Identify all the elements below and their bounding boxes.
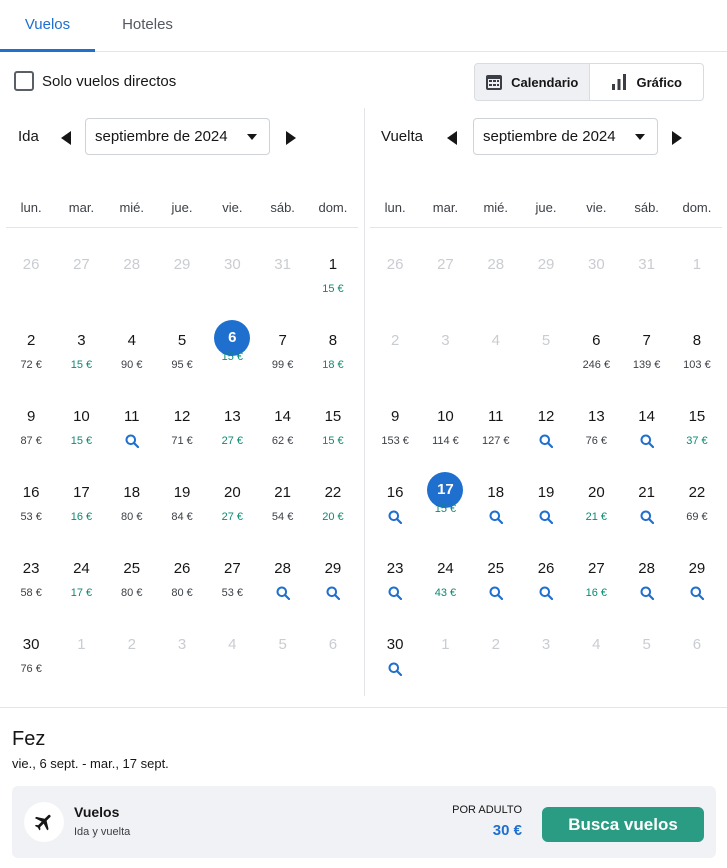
calendar-day[interactable]	[420, 404, 470, 480]
calendar-day[interactable]	[621, 404, 671, 480]
day-number: 1	[692, 256, 702, 273]
calendar-divider	[364, 108, 365, 696]
out-of-month-day	[157, 632, 207, 708]
day-price: 53 €	[221, 587, 244, 599]
calendar-day[interactable]	[308, 252, 358, 328]
out-of-month-day	[370, 328, 420, 404]
calendar-day[interactable]	[6, 404, 56, 480]
day-number: 26	[537, 560, 555, 577]
day-price: 43 €	[434, 587, 457, 599]
day-number: 30	[386, 636, 404, 653]
day-number: 30	[22, 636, 40, 653]
day-number: 2	[127, 636, 136, 653]
calendar-day[interactable]	[107, 404, 157, 480]
calendar-day[interactable]	[420, 556, 470, 632]
card-title: Vuelos	[74, 804, 120, 820]
day-number: 3	[541, 636, 551, 653]
return-calendar-header	[370, 118, 722, 156]
outbound-month-select[interactable]	[85, 118, 270, 155]
outbound-calendar-header	[6, 118, 358, 156]
out-of-month-day	[308, 632, 358, 708]
day-number: 31	[274, 256, 291, 273]
search-icon	[640, 586, 654, 600]
calendar-day[interactable]	[471, 480, 521, 556]
calendar-day[interactable]	[207, 404, 257, 480]
day-price: 15 €	[322, 283, 344, 295]
weekday-label: mié.	[119, 200, 145, 215]
direct-flights-checkbox[interactable]	[14, 71, 34, 91]
return-weekdays	[370, 200, 722, 228]
out-of-month-day	[420, 252, 470, 328]
day-price: 114 €	[432, 435, 459, 447]
calendar-day[interactable]	[672, 480, 722, 556]
search-icon	[690, 586, 704, 600]
day-price: 139 €	[632, 359, 661, 371]
day-number: 28	[274, 560, 291, 577]
out-of-month-day	[56, 252, 106, 328]
day-price: 80 €	[121, 587, 143, 599]
calendar-day[interactable]	[107, 328, 157, 404]
day-number: 29	[173, 256, 191, 273]
day-price: 62 €	[271, 435, 294, 447]
weekday-label: sáb.	[634, 200, 659, 215]
calendar-day[interactable]	[157, 404, 207, 480]
weekday-label: jue.	[535, 200, 557, 215]
day-number: 5	[541, 332, 551, 349]
day-number: 1	[328, 256, 338, 273]
day-number: 21	[274, 484, 291, 501]
day-price: 80 €	[171, 587, 193, 599]
out-of-month-day	[521, 632, 571, 708]
view-toggle	[474, 63, 704, 101]
day-number: 25	[123, 560, 141, 577]
calendar-day[interactable]	[56, 404, 106, 480]
search-icon	[125, 434, 139, 448]
search-icon	[276, 586, 290, 600]
calendar-day[interactable]	[621, 328, 671, 404]
day-price: 27 €	[221, 435, 244, 447]
day-number: 20	[587, 484, 605, 501]
day-number: 3	[77, 332, 86, 349]
calendar-day[interactable]	[257, 328, 307, 404]
day-number: 12	[537, 408, 555, 425]
calendar-day[interactable]	[157, 328, 207, 404]
outbound-month-value: septiembre de 2024	[95, 128, 228, 145]
flight-summary-card	[12, 786, 716, 858]
day-number: 16	[386, 484, 404, 501]
calendar-view-button[interactable]	[475, 64, 589, 100]
search-icon	[539, 510, 553, 524]
airplane-icon-container	[24, 802, 64, 842]
weekday-label: lun.	[20, 200, 42, 215]
day-number: 12	[173, 408, 191, 425]
calendar-day[interactable]	[6, 632, 56, 708]
calendar-day[interactable]	[621, 556, 671, 632]
day-number: 6	[592, 332, 601, 349]
calendar-day[interactable]	[672, 328, 722, 404]
day-price: 72 €	[20, 359, 42, 371]
calendar-day[interactable]	[56, 328, 106, 404]
day-number: 4	[592, 636, 601, 653]
day-number: 28	[638, 560, 655, 577]
weekday-label: lun.	[384, 200, 406, 215]
out-of-month-day	[107, 632, 157, 708]
day-price: 69 €	[686, 511, 708, 523]
day-number: 24	[437, 560, 454, 577]
selected-day[interactable]	[420, 480, 470, 556]
day-number: 6	[692, 636, 702, 653]
day-price: 84 €	[171, 511, 193, 523]
day-price: 153 €	[381, 435, 409, 447]
day-number: 17	[73, 484, 90, 501]
return-month-select[interactable]	[473, 118, 658, 155]
weekday-label: vie.	[222, 200, 243, 215]
day-price: 76 €	[585, 435, 608, 447]
search-icon	[640, 510, 654, 524]
calendar-day[interactable]	[157, 480, 207, 556]
trip-dates: vie., 6 sept. - mar., 17 sept.	[12, 756, 169, 771]
out-of-month-day	[420, 328, 470, 404]
return-month-value: septiembre de 2024	[483, 128, 616, 145]
day-price: 71 €	[171, 435, 193, 447]
day-number: 29	[688, 560, 706, 577]
day-number: 13	[587, 408, 605, 425]
calendar-day[interactable]	[308, 480, 358, 556]
day-number: 13	[223, 408, 241, 425]
out-of-month-day	[257, 632, 307, 708]
calendar-day[interactable]	[257, 556, 307, 632]
day-number: 29	[324, 560, 342, 577]
day-number: 16	[22, 484, 40, 501]
calendar-day[interactable]	[571, 328, 621, 404]
day-number: 9	[390, 408, 400, 425]
calendar-day[interactable]	[521, 404, 571, 480]
bar-chart-icon	[610, 73, 628, 91]
day-price: 15 €	[434, 503, 457, 515]
search-icon	[489, 586, 503, 600]
out-of-month-day	[621, 632, 671, 708]
day-number: 25	[487, 560, 505, 577]
day-price: 20 €	[322, 511, 344, 523]
day-number: 26	[22, 256, 40, 273]
calendar-day[interactable]	[471, 404, 521, 480]
out-of-month-day	[6, 252, 56, 328]
selected-day[interactable]	[207, 328, 257, 404]
day-number: 1	[441, 636, 450, 653]
out-of-month-day	[471, 632, 521, 708]
day-number: 21	[638, 484, 655, 501]
day-number: 3	[441, 332, 450, 349]
day-price: 246 €	[582, 359, 611, 371]
weekday-label: mié.	[483, 200, 509, 215]
day-number: 11	[487, 408, 504, 425]
day-number: 5	[642, 636, 651, 653]
day-number: 2	[390, 332, 400, 349]
day-price: 103 €	[683, 359, 711, 371]
weekday-label: mar.	[68, 200, 95, 215]
day-price: 18 €	[322, 359, 344, 371]
day-number: 2	[26, 332, 36, 349]
day-number: 11	[123, 408, 140, 425]
out-of-month-day	[471, 328, 521, 404]
out-of-month-day	[207, 632, 257, 708]
total-price: 30 €	[492, 822, 522, 839]
day-number: 31	[638, 256, 655, 273]
day-number: 19	[173, 484, 191, 501]
day-price: 16 €	[70, 511, 93, 523]
weekday-label: dom.	[318, 200, 348, 215]
day-number: 23	[386, 560, 404, 577]
calendar-day[interactable]	[207, 480, 257, 556]
direct-flights-filter[interactable]	[14, 70, 176, 92]
day-number: 4	[491, 332, 500, 349]
day-number: 17	[427, 472, 463, 508]
day-price: 127 €	[481, 435, 510, 447]
calendar-day[interactable]	[157, 556, 207, 632]
day-number: 23	[22, 560, 40, 577]
search-icon	[388, 586, 402, 600]
next-month-return-icon[interactable]	[670, 130, 684, 146]
day-number: 22	[688, 484, 706, 501]
day-number: 27	[73, 256, 90, 273]
day-number: 27	[223, 560, 241, 577]
day-number: 8	[692, 332, 702, 349]
out-of-month-day	[157, 252, 207, 328]
calendar-day[interactable]	[672, 404, 722, 480]
day-number: 2	[491, 636, 500, 653]
day-number: 24	[73, 560, 90, 577]
day-number: 30	[223, 256, 241, 273]
airplane-icon	[33, 811, 55, 833]
calendar-day[interactable]	[308, 328, 358, 404]
day-number: 7	[278, 332, 287, 349]
prev-month-return-icon[interactable]	[445, 130, 459, 146]
day-number: 15	[688, 408, 706, 425]
day-price: 53 €	[20, 511, 42, 523]
per-adult-label: POR ADULTO	[452, 804, 522, 816]
day-number: 3	[177, 636, 187, 653]
day-number: 5	[177, 332, 187, 349]
day-number: 14	[638, 408, 655, 425]
day-price: 95 €	[171, 359, 193, 371]
day-price: 15 €	[322, 435, 344, 447]
day-number: 28	[487, 256, 505, 273]
tab-flights[interactable]: Vuelos	[0, 0, 95, 52]
direct-flights-label: Solo vuelos directos	[42, 72, 177, 90]
out-of-month-day	[672, 632, 722, 708]
day-price: 15 €	[70, 359, 93, 371]
day-number: 5	[278, 636, 287, 653]
calendar-day[interactable]	[621, 480, 671, 556]
calendar-day[interactable]	[370, 404, 420, 480]
out-of-month-day	[471, 252, 521, 328]
day-price: 87 €	[20, 435, 42, 447]
search-flights-button[interactable]: Busca vuelos	[542, 807, 704, 842]
day-price: 99 €	[271, 359, 294, 371]
chevron-down-icon	[247, 134, 257, 140]
search-icon	[539, 434, 553, 448]
calendar-day[interactable]	[257, 404, 307, 480]
out-of-month-day	[672, 252, 722, 328]
day-number: 26	[173, 560, 191, 577]
out-of-month-day	[257, 252, 307, 328]
day-price: 54 €	[271, 511, 294, 523]
tab-bar	[0, 0, 727, 52]
calendar-day[interactable]	[107, 556, 157, 632]
day-number: 1	[77, 636, 86, 653]
outbound-weekdays	[6, 200, 358, 228]
day-number: 4	[127, 332, 136, 349]
day-price: 15 €	[221, 351, 244, 363]
day-number: 19	[537, 484, 555, 501]
calendar-day[interactable]	[571, 404, 621, 480]
calendar-day[interactable]	[471, 556, 521, 632]
out-of-month-day	[420, 632, 470, 708]
weekday-label: dom.	[682, 200, 712, 215]
calendar-day[interactable]	[672, 556, 722, 632]
day-number: 18	[123, 484, 141, 501]
calendar-day[interactable]	[308, 404, 358, 480]
day-number: 10	[73, 408, 90, 425]
day-number: 18	[487, 484, 505, 501]
calendar-day[interactable]	[56, 556, 106, 632]
search-icon	[640, 434, 654, 448]
calendar-day[interactable]	[571, 556, 621, 632]
day-number: 30	[587, 256, 605, 273]
calendar-icon	[485, 73, 503, 91]
day-price: 27 €	[221, 511, 244, 523]
calendar-day[interactable]	[370, 556, 420, 632]
day-number: 8	[328, 332, 338, 349]
return-label: Vuelta	[381, 128, 423, 145]
day-price: 80 €	[121, 511, 143, 523]
day-number: 10	[437, 408, 454, 425]
search-icon	[326, 586, 340, 600]
day-price: 17 €	[70, 587, 93, 599]
out-of-month-day	[56, 632, 106, 708]
graph-view-label: Gráfico	[636, 74, 682, 90]
day-number: 27	[437, 256, 454, 273]
day-price: 37 €	[686, 435, 708, 447]
calendar-day[interactable]	[6, 328, 56, 404]
out-of-month-day	[107, 252, 157, 328]
day-number: 6	[328, 636, 338, 653]
out-of-month-day	[521, 252, 571, 328]
day-number: 28	[123, 256, 141, 273]
day-number: 14	[274, 408, 291, 425]
destination-title: Fez	[12, 728, 46, 750]
out-of-month-day	[521, 328, 571, 404]
calendar-day[interactable]	[207, 556, 257, 632]
outbound-label: Ida	[18, 128, 39, 145]
graph-view-button[interactable]	[589, 64, 704, 100]
day-price: 15 €	[70, 435, 93, 447]
calendar-day[interactable]	[308, 556, 358, 632]
day-price: 16 €	[585, 587, 608, 599]
weekday-label: jue.	[171, 200, 193, 215]
calendar-day[interactable]	[6, 480, 56, 556]
out-of-month-day	[370, 252, 420, 328]
day-number: 4	[228, 636, 237, 653]
calendar-view-label: Calendario	[511, 74, 579, 90]
search-icon	[539, 586, 553, 600]
weekday-label: mar.	[432, 200, 459, 215]
calendar-day[interactable]	[56, 480, 106, 556]
calendar-day[interactable]	[107, 480, 157, 556]
weekday-label: vie.	[586, 200, 607, 215]
calendar-day[interactable]	[257, 480, 307, 556]
day-number: 27	[587, 560, 605, 577]
day-number: 26	[386, 256, 404, 273]
summary-divider	[0, 707, 727, 708]
next-month-outbound-icon[interactable]	[284, 130, 298, 146]
calendar-day[interactable]	[6, 556, 56, 632]
search-icon	[388, 510, 402, 524]
chevron-down-icon	[635, 134, 645, 140]
out-of-month-day	[571, 252, 621, 328]
prev-month-outbound-icon[interactable]	[59, 130, 73, 146]
day-number: 6	[214, 320, 250, 356]
out-of-month-day	[621, 252, 671, 328]
day-number: 20	[223, 484, 241, 501]
calendar-day[interactable]	[370, 480, 420, 556]
day-price: 76 €	[20, 663, 42, 675]
weekday-label: sáb.	[270, 200, 295, 215]
day-number: 7	[642, 332, 651, 349]
return-days-grid	[370, 252, 722, 708]
search-icon	[489, 510, 503, 524]
calendar-day[interactable]	[571, 480, 621, 556]
calendar-day[interactable]	[521, 480, 571, 556]
outbound-days-grid	[6, 252, 358, 708]
out-of-month-day	[571, 632, 621, 708]
out-of-month-day	[207, 252, 257, 328]
day-number: 9	[26, 408, 36, 425]
day-number: 22	[324, 484, 342, 501]
card-subtitle: Ida y vuelta	[74, 826, 131, 838]
search-icon	[388, 662, 402, 676]
calendar-day[interactable]	[521, 556, 571, 632]
day-price: 90 €	[121, 359, 143, 371]
day-price: 58 €	[20, 587, 42, 599]
calendar-day[interactable]	[370, 632, 420, 708]
day-price: 21 €	[585, 511, 608, 523]
tab-hotels[interactable]: Hoteles	[122, 16, 173, 33]
day-number: 15	[324, 408, 342, 425]
day-number: 29	[537, 256, 555, 273]
